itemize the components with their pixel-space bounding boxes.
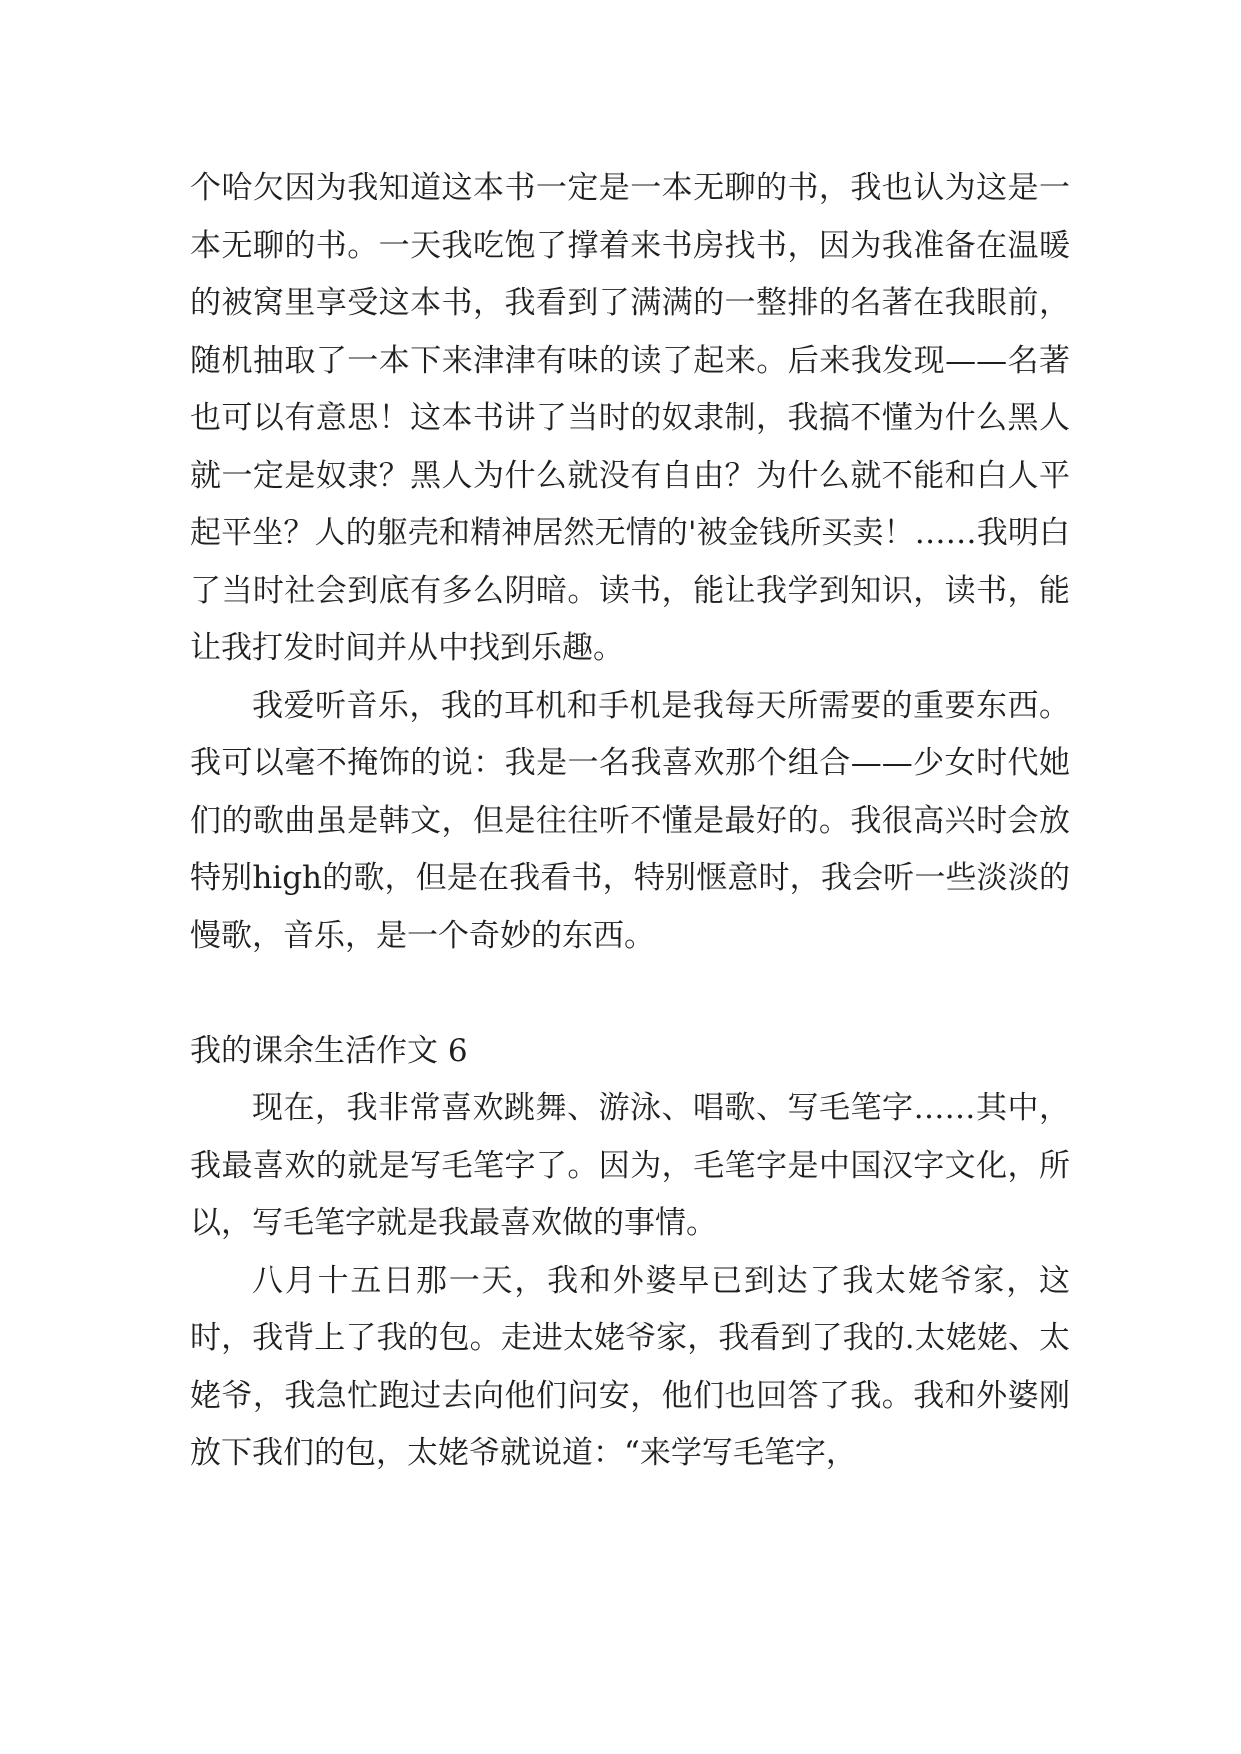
section-heading: 我的课余生活作文 6 <box>190 1032 468 1069</box>
paragraph-music: 我爱听音乐，我的耳机和手机是我每天所需要的重要东西。我可以毫不掩饰的说：我是一名我喜欢那个组合——少女时代她们的歌曲虽是韩文，但是往往听不懂是最好的。我很高兴时会放特别high的歌，但是在我看书，特别惬意时，我会听一些淡淡的慢歌，音乐，是一个奇妙的东西。 <box>190 687 1070 954</box>
paragraph-hobbies: 现在，我非常喜欢跳舞、游泳、唱歌、写毛笔字……其中，我最喜欢的就是写毛笔字了。因为，毛笔字是中国汉字文化，所以，写毛笔字就是我最喜欢做的事情。 <box>190 1090 1070 1241</box>
paragraph-reading: 个哈欠因为我知道这本书一定是一本无聊的书，我也认为这是一本无聊的书。一天我吃饱了撑着来书房找书，因为我准备在温暖的被窝里享受这本书，我看到了满满的一整排的名著在我眼前，随机抽取了一本下来津津有味的读了起来。后来我发现——名著也可以有意思！这本书讲了当时的奴隶制，我搞不懂为什么黑人就一定是奴隶？黑人为什么就没有自由？为什么就不能和白人平起平坐？人的躯壳和精神居然无情的'被金钱所买卖！……我明白了当时社会到底有多么阴暗。读书，能让我学到知识，读书，能让我打发时间并从中找到乐趣。 <box>190 170 1070 666</box>
document-body <box>190 160 1070 1483</box>
paragraph-mid-autumn: 八月十五日那一天，我和外婆早已到达了我太姥爷家，这时，我背上了我的包。走进太姥爷家，我看到了我的.太姥姥、太姥爷，我急忙跑过去向他们问安，他们也回答了我。我和外婆刚放下我们的包，太姥爷就说道：“来学写毛笔字， <box>190 1262 1070 1471</box>
